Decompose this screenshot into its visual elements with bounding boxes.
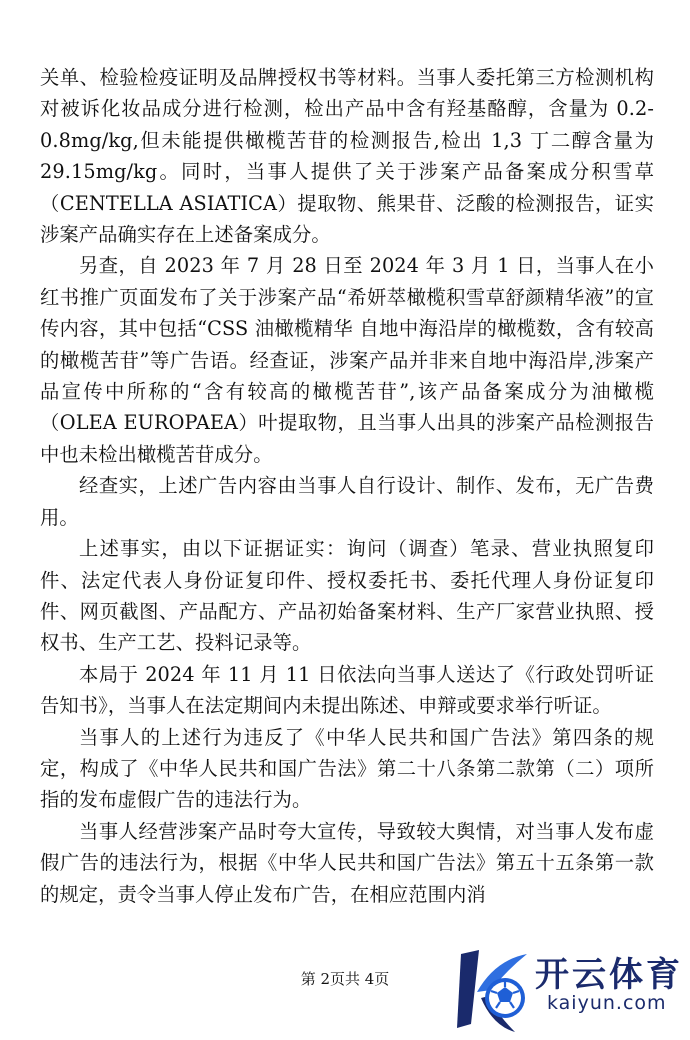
- paragraph-1: 关单、检验检疫证明及品牌授权书等材料。当事人委托第三方检测机构对被诉化妆品成分进行检测，检出产品中含有羟基酪醇，含量为 0.2-0.8mg/kg,但未能提供橄榄苦苷的检测报告,检出 1,3 丁二醇含量为 29.15mg/kg。同时，当事人提供了关于涉案产品备案成分积雪草（CENTELLA ASIATICA）提取物、熊果苷、泛酸的检测报告，证实涉案产品确实存在上述备案成分。: [40, 66, 654, 247]
- watermark-brand-name: 开云体育: [535, 955, 683, 995]
- paragraph-3: 经查实，上述广告内容由当事人自行设计、制作、发布，无广告费用。: [40, 474, 654, 529]
- paragraph-7: 当事人经营涉案产品时夸大宣传，导致较大舆情，对当事人发布虚假广告的违法行为，根据《中华人民共和国广告法》第五十五条第一款的规定，责令当事人停止发布广告，在相应范围内消: [40, 819, 654, 906]
- paragraph-6: 当事人的上述行为违反了《中华人民共和国广告法》第四条的规定，构成了《中华人民共和国广告法》第二十八条第二款第（二）项所指的发布虚假广告的违法行为。: [40, 725, 654, 812]
- watermark-url: kaiyun.com: [547, 992, 667, 1014]
- document-body: [40, 62, 654, 910]
- paragraph-2: 另查，自 2023 年 7 月 28 日至 2024 年 3 月 1 日，当事人在小红书推广页面发布了关于涉案产品“希妍萃橄榄积雪草舒颜精华液”的宣传内容，其中包括“CSS 油橄榄精华 自地中海沿岸的橄榄数，含有较高的橄榄苦苷”等广告语。经查证，涉案产品并非来自地中海沿岸,涉案产品宣传中所称的“含有较高的橄榄苦苷”,该产品备案成分为油橄榄（OLEA EUROPAEA）叶提取物，且当事人出具的涉案产品检测报告中也未检出橄榄苦苷成分。: [40, 254, 654, 466]
- page-number: 第 2页共 4页: [300, 970, 390, 988]
- kaiyun-logo-icon: [455, 940, 535, 1040]
- watermark-logo: [455, 940, 690, 1040]
- paragraph-5: 本局于 2024 年 11 月 11 日依法向当事人送达了《行政处罚听证告知书》，当事人在法定期间内未提出陈述、申辩或要求举行听证。: [40, 662, 654, 718]
- paragraph-4: 上述事实，由以下证据证实：询问（调查）笔录、营业执照复印件、法定代表人身份证复印件、授权委托书、委托代理人身份证复印件、网页截图、产品配方、产品初始备案材料、生产厂家营业执照、授权书、生产工艺、投料记录等。: [40, 537, 654, 655]
